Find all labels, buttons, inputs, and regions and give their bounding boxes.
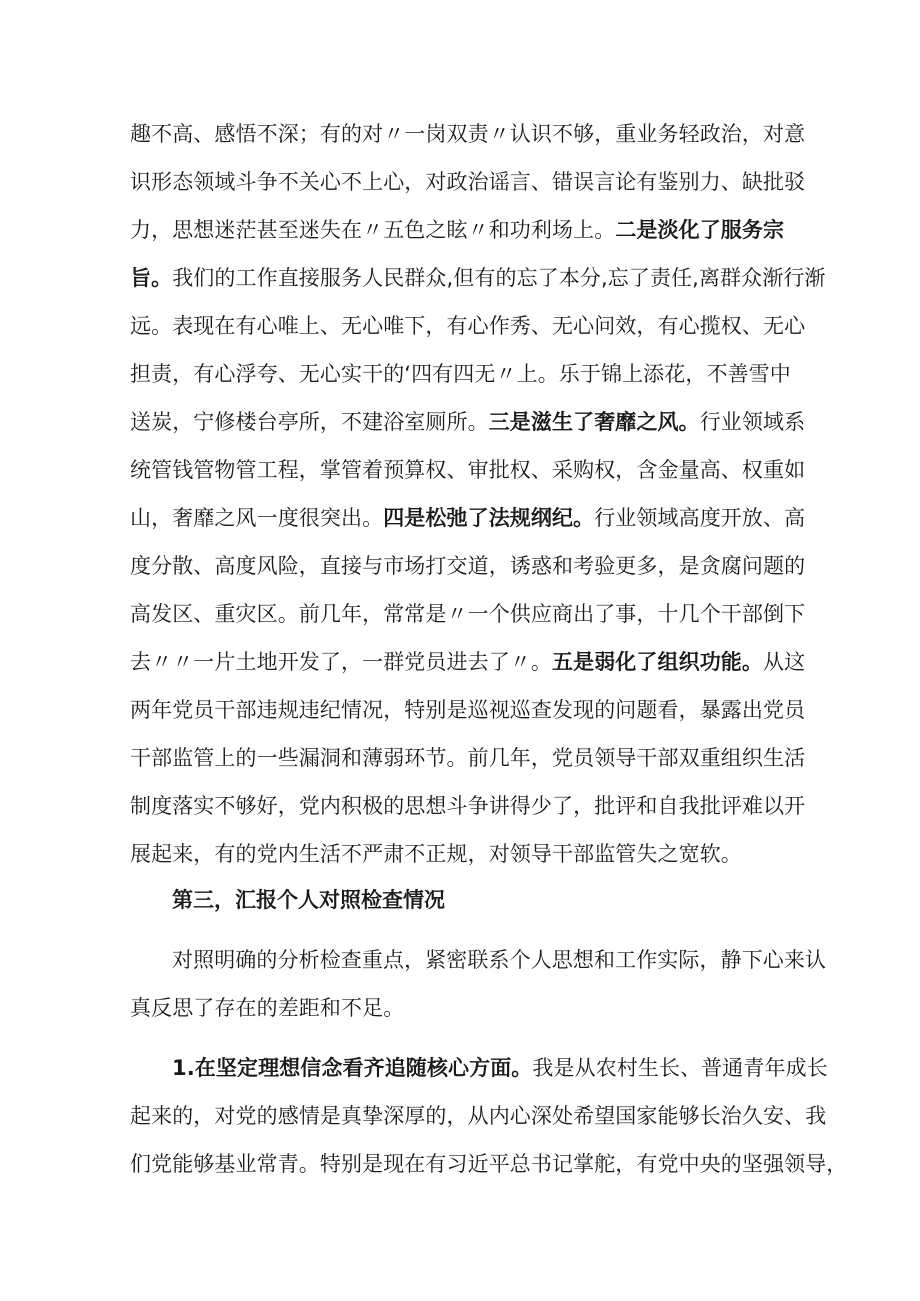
text-run: 识形态领域斗争不关心不上心，对政治谣言、错误言论有鉴别力、缺批驳 bbox=[130, 170, 806, 194]
text-line bbox=[130, 446, 806, 494]
text-line bbox=[130, 782, 806, 830]
intro-paragraph bbox=[130, 936, 827, 1032]
text-run: 我是从农村生长、普通青年成长 bbox=[532, 1056, 828, 1080]
text-line bbox=[130, 254, 826, 302]
text-line bbox=[130, 638, 806, 686]
text-run: 我们的工作直接服务人民群众,但有的忘了本分,忘了责任,离群众渐行渐 bbox=[172, 266, 826, 290]
text-line bbox=[130, 936, 827, 984]
text-run: 对照明确的分析检查重点，紧密联系个人思想和工作实际，静下心来认 bbox=[172, 948, 827, 972]
text-line bbox=[130, 398, 806, 446]
bold-text-run: 旨。 bbox=[130, 266, 173, 290]
text-line bbox=[130, 350, 795, 398]
bold-text-run: 三是滋生了奢靡之风。 bbox=[488, 410, 700, 434]
text-run: 展起来，有的党内生活不严肃不正规，对领导干部监管失之宽软。 bbox=[130, 842, 742, 866]
text-run: 真反思了存在的差距和不足。 bbox=[130, 996, 405, 1020]
text-run: 山，奢靡之风一度很突出。 bbox=[130, 506, 384, 530]
bold-text-run: 1.在坚定理想信念看齐追随核心方面。 bbox=[172, 1056, 533, 1080]
text-run: 统管钱管物管工程，掌管着预算权、审批权、采购权，含金量高、权重如 bbox=[130, 458, 806, 482]
text-run: 远。表现在有心唯上、无心唯下，有心作秀、无心问效，有心揽权、无心 bbox=[130, 314, 806, 338]
text-run: 干部监管上的一些漏洞和薄弱环节。前几年，党员领导干部双重组织生活 bbox=[130, 746, 806, 770]
text-line bbox=[130, 1044, 828, 1092]
text-run: 度分散、高度风险，直接与市场打交道，诱惑和考验更多，是贪腐问题的 bbox=[130, 554, 806, 578]
text-run: 起来的，对党的感情是真挚深厚的，从内心深处希望国家能够长治久安、我 bbox=[130, 1104, 827, 1128]
text-run: 制度落实不够好，党内积极的思想斗争讲得少了，批评和自我批评难以开 bbox=[130, 794, 806, 818]
text-run: 去〃〃一片土地开发了，一群党员进去了〃。 bbox=[130, 650, 552, 674]
text-run: 们党能够基业常青。特别是现在有习近平总书记掌舵，有党中央的坚强领导， bbox=[130, 1152, 848, 1176]
text-line bbox=[130, 590, 806, 638]
text-run: 从这 bbox=[763, 650, 806, 674]
text-run: 高发区、重灾区。前几年，常常是〃一个供应商出了事，十几个干部倒下 bbox=[130, 602, 806, 626]
text-line bbox=[130, 984, 795, 1032]
text-line bbox=[130, 494, 806, 542]
bold-text-run: 四是松弛了法规纲纪。 bbox=[383, 506, 595, 530]
bold-text-run: 二是淡化了服务宗 bbox=[615, 218, 785, 242]
text-line bbox=[130, 830, 795, 878]
text-line bbox=[130, 158, 806, 206]
item-paragraph bbox=[130, 1044, 848, 1188]
text-line bbox=[130, 206, 795, 254]
text-line bbox=[130, 302, 806, 350]
text-line bbox=[130, 542, 806, 590]
text-run: 力，思想迷茫甚至迷失在〃五色之眩〃和功利场上。 bbox=[130, 218, 616, 242]
text-run: 送炭，宁修楼台亭所，不建浴室厕所。 bbox=[130, 410, 489, 434]
text-run: 行业领域系 bbox=[699, 410, 806, 434]
text-line bbox=[130, 734, 806, 782]
text-run: 两年党员干部违规违纪情况，特别是巡视巡查发现的问题看，暴露出党员 bbox=[130, 698, 806, 722]
section-heading: 第三，汇报个人对照检查情况 bbox=[172, 888, 445, 912]
text-line bbox=[130, 1092, 827, 1140]
text-line bbox=[130, 1140, 848, 1188]
continuation-paragraph bbox=[130, 110, 826, 878]
text-run: 担责，有心浮夸、无心实干的‘四有四无〃上。乐于锦上添花，不善雪中 bbox=[130, 362, 791, 386]
text-line bbox=[130, 110, 806, 158]
text-run: 趣不高、感悟不深；有的对〃一岗双责〃认识不够，重业务轻政治，对意 bbox=[130, 122, 806, 146]
bold-text-run: 五是弱化了组织功能。 bbox=[552, 650, 763, 674]
text-line bbox=[130, 686, 806, 734]
text-run: 行业领域高度开放、高 bbox=[594, 506, 806, 530]
